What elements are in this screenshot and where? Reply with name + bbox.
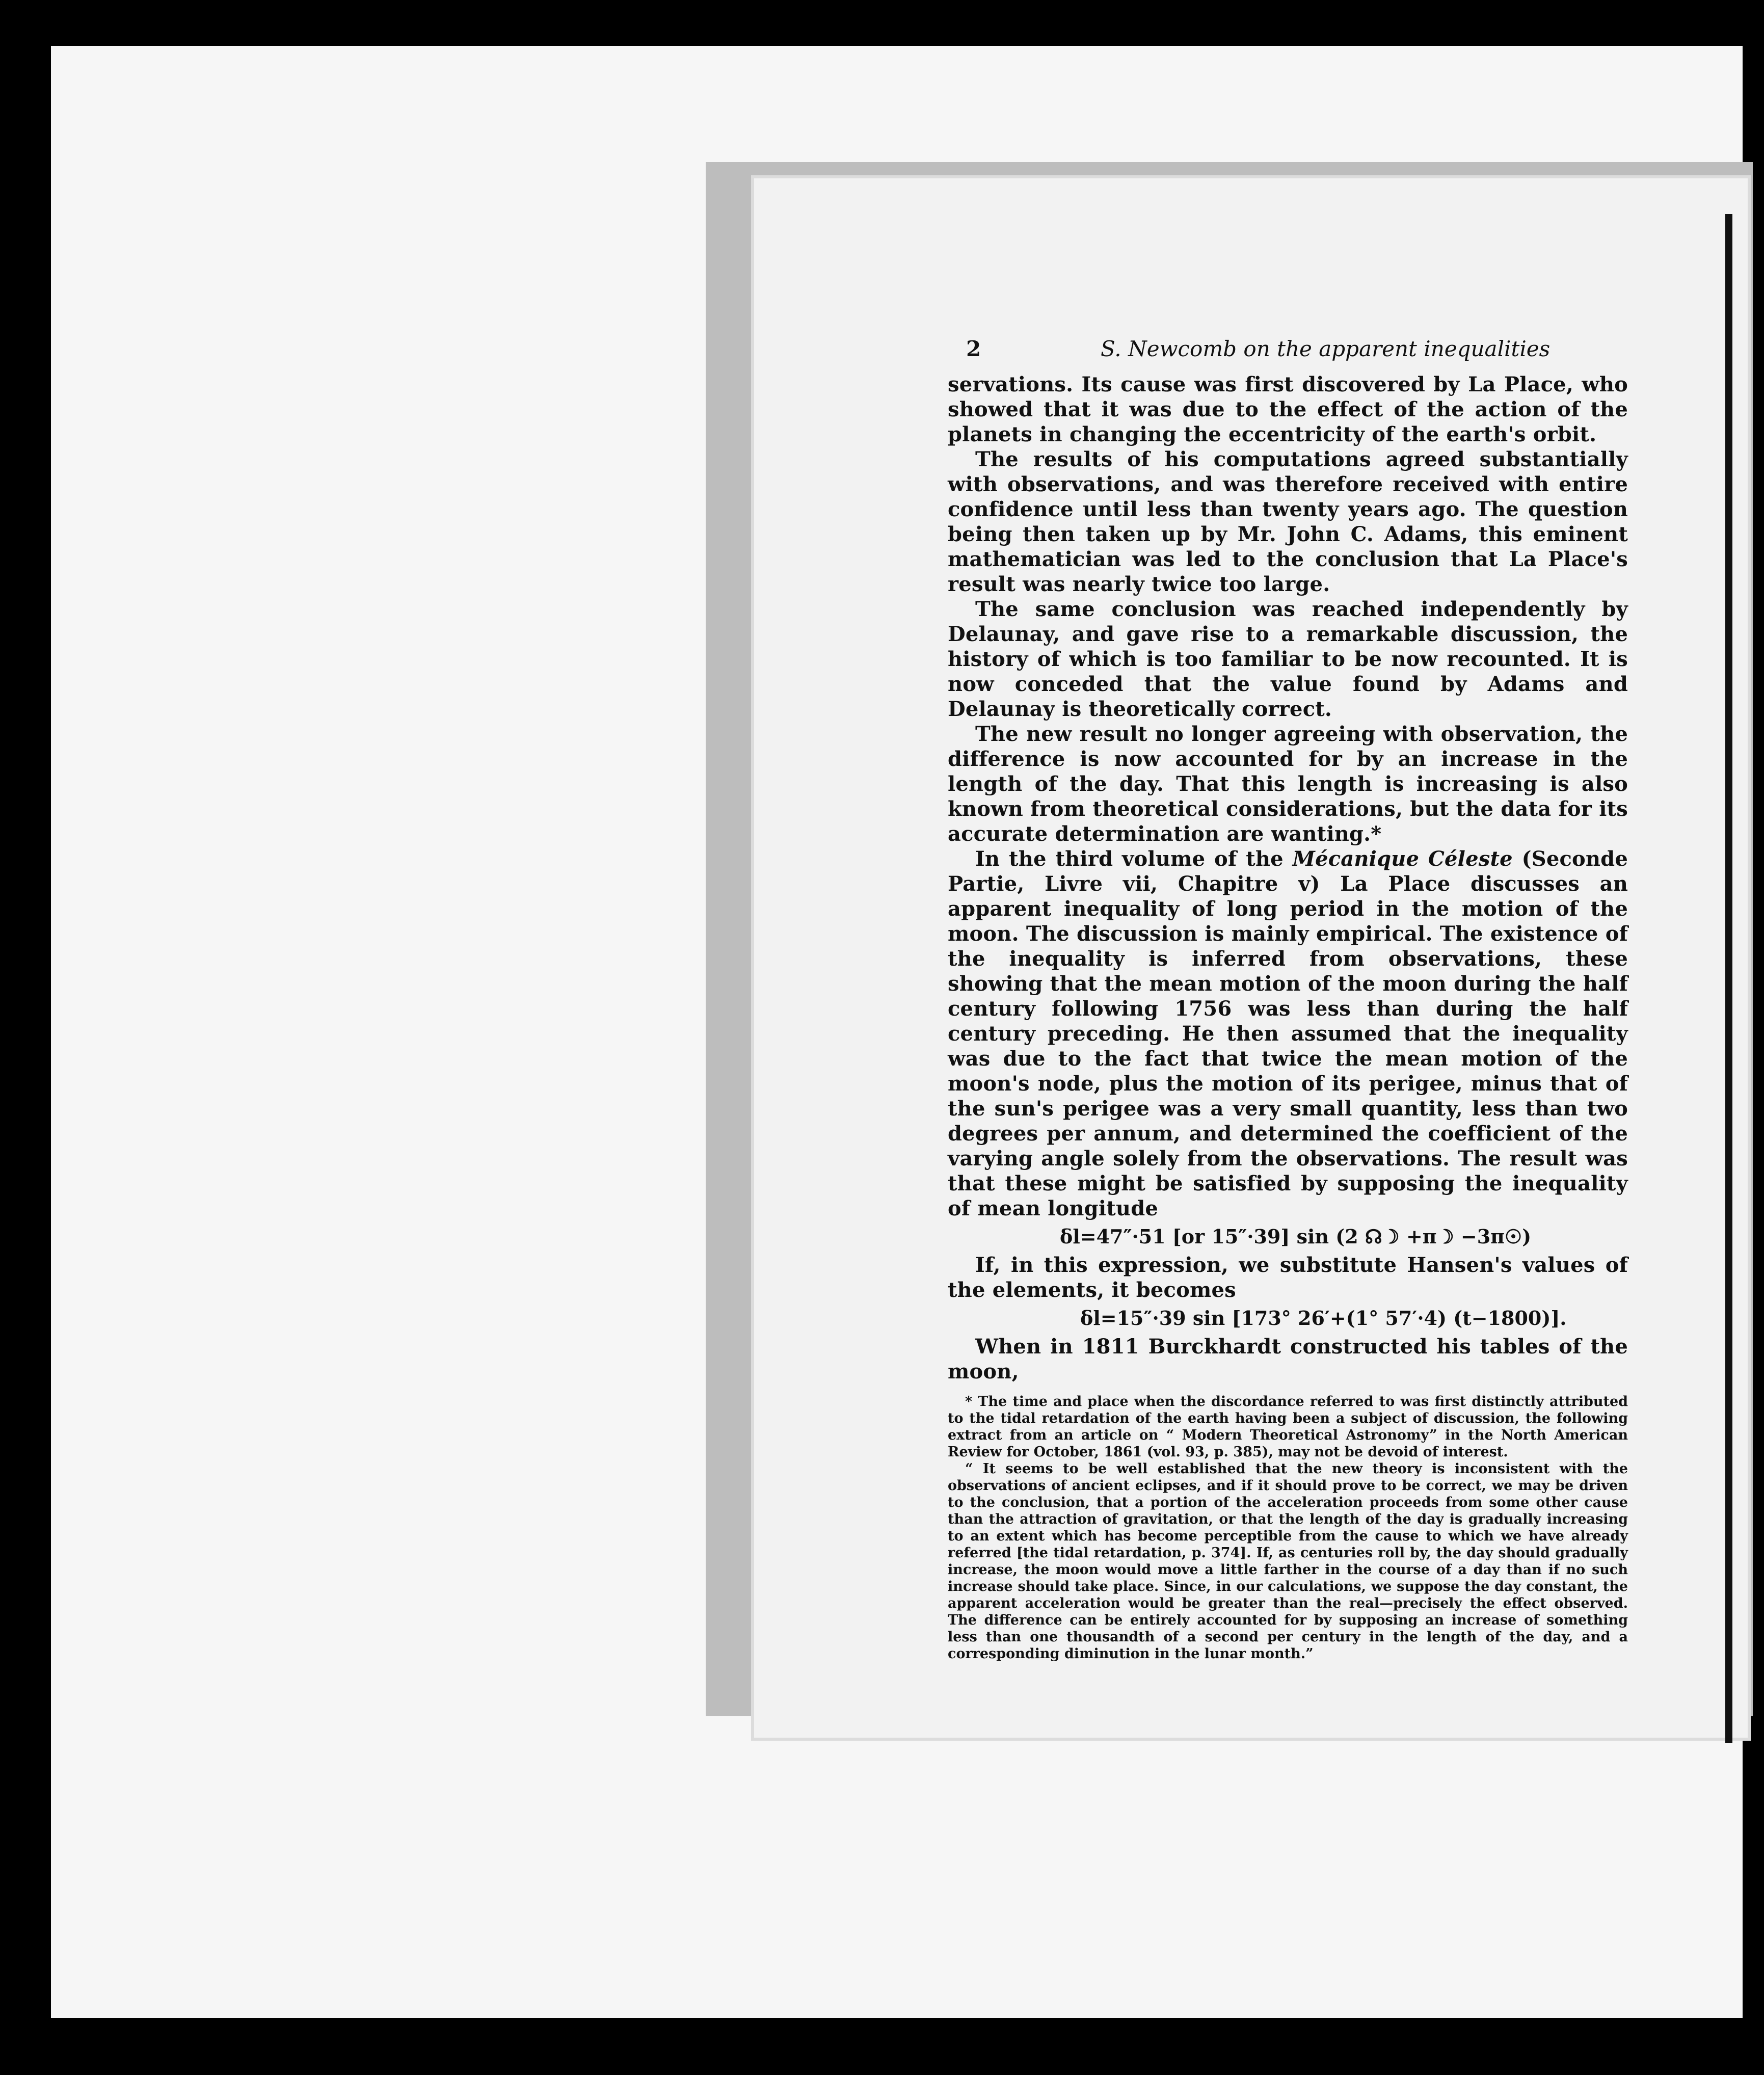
mecanique-text-after: (Seconde Partie, Livre vii, Chapitre v) La Place discusses an apparent inequality of long period in the motion of the moon. The discussion is mainly empirical. The existence of the inequality is inferred from observations, these showing that the mean motion of the moon during the half century following 1756 was less than during the half century preceding. He then assumed that the inequality was due to the fact that twice the mean motion of the moon's node, plus the motion of its perigee, minus that of the sun's perigee was a very small quantity, less than two degrees per annum, and determined the coefficient of the varying angle solely from the observations. The result was that these might be satisfied by supposing the inequality of mean longitude [948,847,1628,1220]
mecanique-text-before: In the third volume of the [975,847,1293,871]
paragraph-eccentricity: servations. Its cause was first discovered by La Place, who showed that it was due to the effect of the action of the planets in changing the eccentricity of the earth's orbit. [948,373,1628,446]
mecanique-title: Mécanique Céleste [1292,847,1513,871]
paragraph-mecanique-celeste [948,846,1628,1221]
footnote-intro: * The time and place when the discordance referred to was first distinctly attributed to the tidal retardation of the earth having been a subject of discussion, the following extract from an article on “ Modern Theoretical Astronomy” in the North American Review for October, 1861 (vol. 93, p. 385), may not be devoid of interest. [948,1394,1628,1460]
paragraph-length-of-day: The new result no longer agreeing with observation, the difference is now accounted for by an increase in the length of the day. That this length is increasing is also known from theoretical considerations, but the data for its accurate determination are wanting.* [948,722,1628,846]
paragraph-delaunay: The same conclusion was reached independently by Delaunay, and gave rise to a remarkable discussion, the history of which is too familiar to be now recounted. It is now conceded that the value found by Adams and Delaunay is theoretically correct. [948,597,1628,721]
paragraph-adams: The results of his computations agreed substantially with observations, and was therefore received with entire confidence until less than twenty years ago. The question being then taken up by Mr. John C. Adams, this eminent mathematician was led to the conclusion that La Place's result was nearly twice too large. [948,447,1628,596]
footnote-quote: “ It seems to be well established that the new theory is inconsistent with the observations of ancient eclipses, and if it should prove to be correct, we may be driven to the conclusion, that a portion of the acceleration proceeds from some other cause than the attraction of gravitation, or that the length of the day is gradually increasing to an extent which has become perceptible from the cause to which we have already referred [the tidal retardation, p. 374]. If, as centuries roll by, the day should gradually increase, the moon would move a little farther in the course of a day than if no such increase should take place. Since, in our calculations, we suppose the day constant, the apparent acceleration would be greater than the real—precisely the effect observed. The difference can be entirely accounted for by supposing an increase of something less than one thousandth of a second per century in the length of the day, and a corresponding diminution in the lunar month.” [948,1461,1628,1662]
formula-hansen: δl=15″·39 sin [173° 26′+(1° 57′·4) (t−1800)]. [1080,1307,1567,1329]
formula-la-place: δl=47″·51 [or 15″·39] sin (2 ☊☽ +π☽ −3π☉) [1060,1225,1532,1248]
running-head [948,336,1628,372]
next-page-edge [1725,214,1732,1743]
running-title: S. Newcomb on the apparent inequalities [1101,336,1551,361]
page-number: 2 [966,336,981,361]
paragraph-hansen: If, in this expression, we substitute Hansen's values of the elements, it becomes [948,1253,1628,1302]
text-block [948,336,1628,1662]
paragraph-burckhardt: When in 1811 Burckhardt constructed his tables of the moon, [948,1335,1628,1384]
